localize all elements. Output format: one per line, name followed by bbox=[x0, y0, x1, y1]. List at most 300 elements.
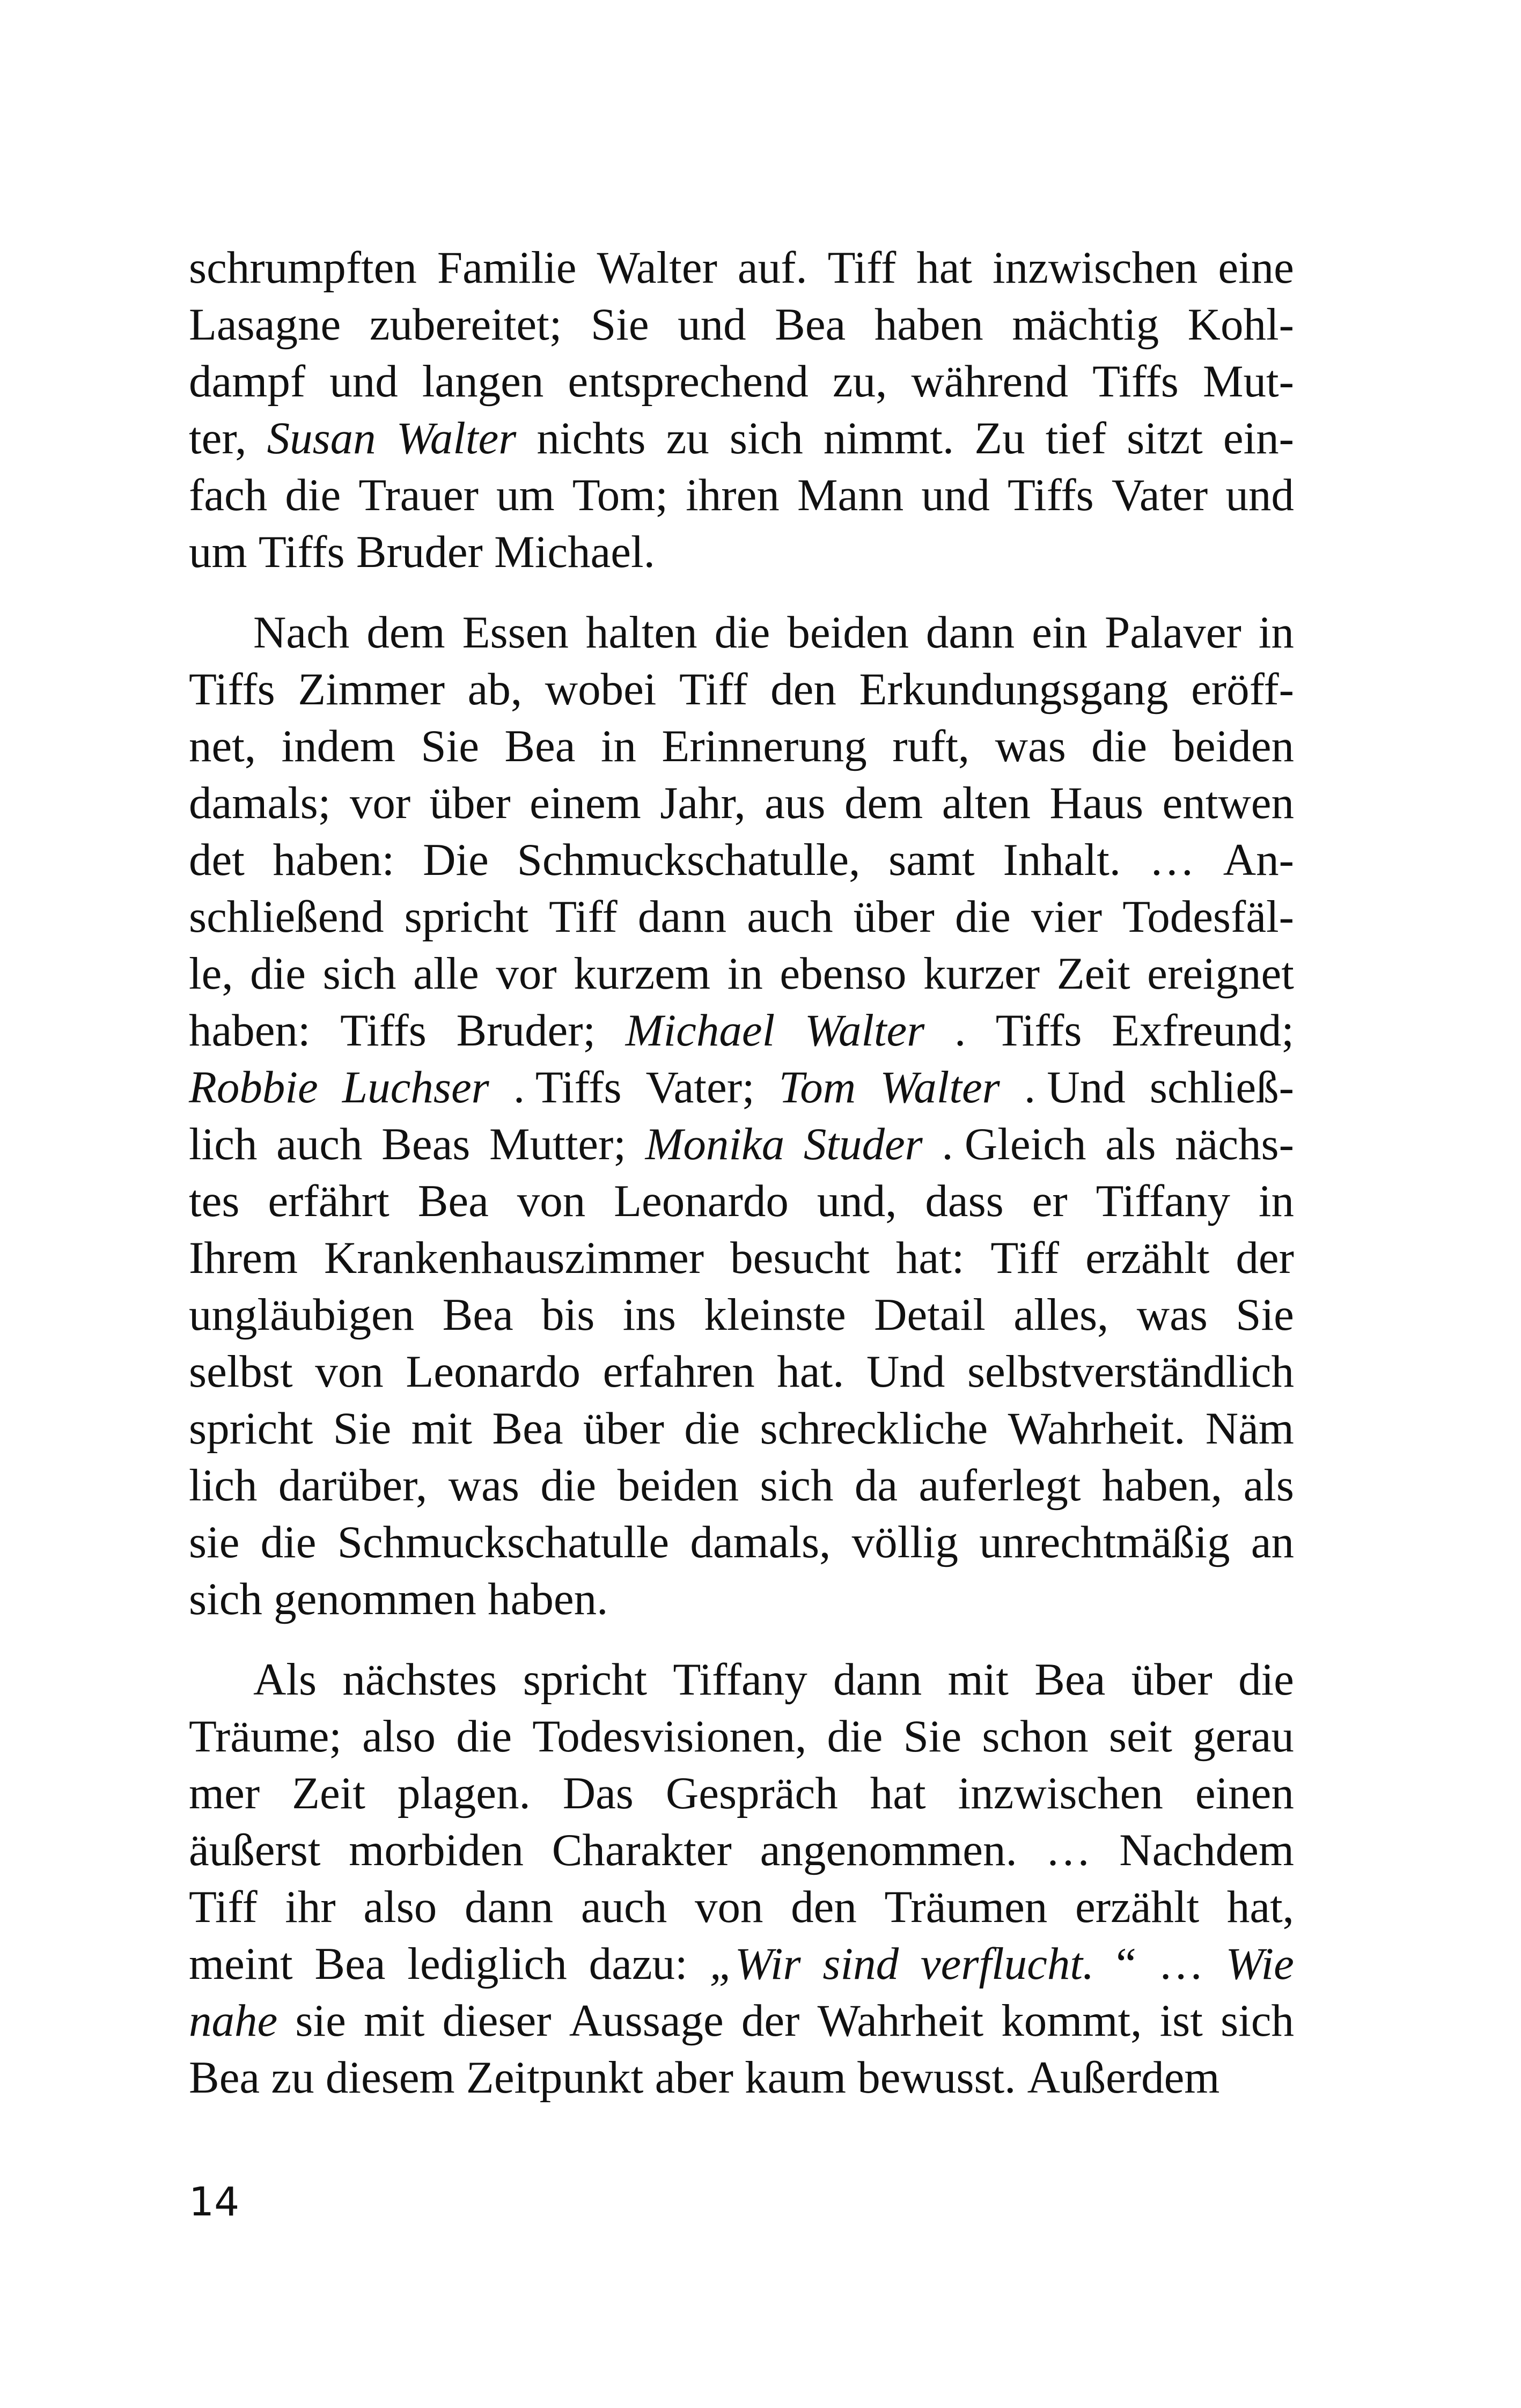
word: Als bbox=[253, 1654, 317, 1705]
word: einem bbox=[530, 778, 641, 828]
word: als bbox=[1243, 1460, 1294, 1511]
text-line bbox=[189, 1879, 1294, 1935]
word: tief bbox=[1045, 413, 1106, 463]
word: alten bbox=[942, 778, 1031, 828]
word: also bbox=[363, 1882, 437, 1932]
word: in bbox=[1258, 607, 1294, 658]
word: erzählt bbox=[1075, 1882, 1200, 1932]
word: lediglich bbox=[407, 1939, 567, 1989]
word: sie bbox=[189, 1517, 240, 1567]
word: Tiff bbox=[679, 664, 748, 715]
word: . Tiffs bbox=[513, 1062, 622, 1113]
word: Bruder bbox=[356, 527, 483, 577]
word: entwen bbox=[1162, 778, 1294, 828]
text-line bbox=[189, 1059, 1294, 1116]
word: er bbox=[1032, 1176, 1068, 1226]
paragraph bbox=[189, 604, 1294, 1628]
italic-word: Tom bbox=[778, 1062, 856, 1113]
word: sich bbox=[760, 1460, 834, 1511]
word: lich bbox=[189, 1460, 258, 1511]
text-line bbox=[189, 661, 1294, 718]
word: Tiffs bbox=[1092, 356, 1179, 407]
word: Bea bbox=[417, 1176, 489, 1226]
word: Sie bbox=[1236, 1290, 1294, 1340]
word: Mann bbox=[797, 470, 904, 520]
word: von bbox=[694, 1882, 763, 1932]
word: beiden bbox=[1172, 721, 1294, 771]
word: ereignet bbox=[1147, 948, 1294, 999]
word: angenommen. bbox=[760, 1825, 1017, 1875]
italic-word: verflucht. bbox=[920, 1939, 1094, 1989]
word: erfährt bbox=[268, 1176, 390, 1226]
word: dann bbox=[637, 892, 727, 942]
word: bewusst. bbox=[857, 2052, 1016, 2103]
word: kleinste bbox=[704, 1290, 846, 1340]
word: Tiffany bbox=[673, 1654, 807, 1705]
word: . Gleich bbox=[942, 1119, 1086, 1169]
text-line bbox=[189, 1708, 1294, 1765]
text-line bbox=[189, 1765, 1294, 1822]
word: Tiffs bbox=[1008, 470, 1094, 520]
word: Schmuckschatulle, bbox=[517, 835, 861, 885]
word: aber bbox=[655, 2052, 733, 2103]
word: Die bbox=[423, 835, 489, 885]
word: über bbox=[1131, 1654, 1213, 1705]
word: und bbox=[329, 356, 398, 407]
text-line bbox=[189, 604, 1294, 661]
word: Vater bbox=[1111, 470, 1208, 520]
italic-word: nahe bbox=[189, 1995, 278, 2046]
word: seit bbox=[1108, 1711, 1172, 1762]
word: alles, bbox=[1013, 1290, 1109, 1340]
italic-word: Walter bbox=[804, 1005, 925, 1056]
word: selbstverständlich bbox=[967, 1346, 1294, 1397]
word: der bbox=[1236, 1233, 1294, 1283]
word: mit bbox=[411, 1403, 473, 1454]
text-line bbox=[189, 775, 1294, 831]
word: beiden bbox=[617, 1460, 739, 1511]
text-line bbox=[189, 353, 1294, 410]
word: haben, bbox=[1101, 1460, 1223, 1511]
text-line bbox=[189, 410, 1294, 467]
word: Sie bbox=[421, 721, 479, 771]
word: Ihrem bbox=[189, 1233, 298, 1283]
word: über bbox=[583, 1403, 664, 1454]
word: hat bbox=[870, 1768, 926, 1818]
text-line bbox=[189, 524, 1294, 580]
word: ins bbox=[622, 1290, 676, 1340]
word: Bea bbox=[504, 721, 576, 771]
word: damals; bbox=[189, 778, 331, 828]
text-line bbox=[189, 1400, 1294, 1457]
word: … bbox=[1045, 1825, 1091, 1875]
italic-word: Susan bbox=[267, 413, 376, 463]
text-line bbox=[189, 945, 1294, 1002]
word: Bea bbox=[189, 2052, 260, 2103]
word: besucht bbox=[730, 1233, 870, 1283]
text-line bbox=[189, 1822, 1294, 1879]
body-text bbox=[189, 239, 1294, 2106]
word: die bbox=[456, 1711, 512, 1762]
italic-word: „Wir bbox=[709, 1939, 801, 1989]
word: zu, bbox=[832, 356, 887, 407]
word: sich bbox=[729, 413, 803, 463]
word: Wahrheit bbox=[817, 1995, 984, 2046]
word: in bbox=[1258, 1176, 1294, 1226]
word: ruft, bbox=[892, 721, 970, 771]
word: Tiff bbox=[990, 1233, 1060, 1283]
word: Tiffs bbox=[258, 527, 345, 577]
word: dampf bbox=[189, 356, 306, 407]
word: Todesvisionen, bbox=[532, 1711, 807, 1762]
word: die bbox=[285, 470, 341, 520]
word: Erkundungsgang bbox=[859, 664, 1169, 715]
word: Exfreund; bbox=[1112, 1005, 1294, 1056]
word: fach bbox=[189, 470, 268, 520]
word: darüber, bbox=[278, 1460, 428, 1511]
word: Bea bbox=[775, 299, 846, 350]
word: Schmuckschatulle bbox=[337, 1517, 670, 1567]
word: eröff- bbox=[1191, 664, 1294, 715]
word: Wahrheit. bbox=[1008, 1403, 1186, 1454]
word: vor bbox=[496, 948, 557, 999]
word: kurzem bbox=[574, 948, 711, 999]
word: Tiff bbox=[189, 1882, 258, 1932]
word: diesem bbox=[325, 2052, 455, 2103]
word: dem bbox=[366, 607, 445, 658]
text-line bbox=[189, 831, 1294, 888]
word: Essen bbox=[462, 607, 569, 658]
text-line bbox=[189, 888, 1294, 945]
word: dazu: bbox=[589, 1939, 688, 1989]
word: dieser bbox=[442, 1995, 552, 2046]
word: Zimmer bbox=[298, 664, 445, 715]
word: vier bbox=[1031, 892, 1103, 942]
word: ab, bbox=[467, 664, 523, 715]
word: Bea bbox=[1034, 1654, 1106, 1705]
word: also bbox=[362, 1711, 436, 1762]
word: kurzer bbox=[923, 948, 1040, 999]
word: mer bbox=[189, 1768, 260, 1818]
text-line bbox=[189, 1229, 1294, 1286]
word: Mutter; bbox=[489, 1119, 626, 1169]
word: auferlegt bbox=[919, 1460, 1081, 1511]
word: Gespräch bbox=[665, 1768, 838, 1818]
word: Aussage bbox=[569, 1995, 724, 2046]
word: Sie bbox=[590, 299, 649, 350]
word: aus bbox=[765, 778, 826, 828]
text-line bbox=[189, 2049, 1294, 2106]
word: . bbox=[954, 1005, 966, 1056]
word: als bbox=[1105, 1119, 1156, 1169]
word: die bbox=[684, 1403, 740, 1454]
word: sitzt bbox=[1127, 413, 1203, 463]
word: Nachdem bbox=[1119, 1825, 1294, 1875]
word: selbst bbox=[189, 1346, 293, 1397]
word: Trauer bbox=[358, 470, 479, 520]
word: auch bbox=[747, 892, 833, 942]
word: erfahren bbox=[602, 1346, 755, 1397]
word: nimmt. bbox=[823, 413, 954, 463]
word: und bbox=[921, 470, 990, 520]
word: eine bbox=[1218, 242, 1294, 293]
word: gerau bbox=[1193, 1711, 1294, 1762]
word: alle bbox=[413, 948, 479, 999]
word: genommen bbox=[274, 1574, 476, 1624]
word: … bbox=[1149, 835, 1195, 885]
word: die bbox=[250, 948, 306, 999]
word: det bbox=[189, 835, 245, 885]
word: An- bbox=[1223, 835, 1294, 885]
word: … bbox=[1158, 1939, 1204, 1989]
word: dann bbox=[464, 1882, 554, 1932]
word: dem bbox=[844, 778, 923, 828]
word: der bbox=[741, 1995, 800, 2046]
word: Inhalt. bbox=[1003, 835, 1121, 885]
paragraph bbox=[189, 239, 1294, 580]
word: die bbox=[827, 1711, 883, 1762]
word: die bbox=[1091, 721, 1148, 771]
word: Mut- bbox=[1202, 356, 1294, 407]
text-line bbox=[189, 1457, 1294, 1514]
word: lich bbox=[189, 1119, 258, 1169]
word: mit bbox=[947, 1654, 1009, 1705]
word: in bbox=[727, 948, 763, 999]
word: haben. bbox=[488, 1574, 608, 1624]
text-line bbox=[189, 1935, 1294, 1992]
italic-word: Luchser bbox=[342, 1062, 489, 1113]
word: Erinnerung bbox=[662, 721, 867, 771]
word: damals, bbox=[690, 1517, 831, 1567]
word: Palaver bbox=[1104, 607, 1241, 658]
word: kaum bbox=[745, 2052, 847, 2103]
word: Zeit bbox=[1056, 948, 1130, 999]
word: von bbox=[315, 1346, 384, 1397]
word: und bbox=[1225, 470, 1294, 520]
word: auf. bbox=[737, 242, 807, 293]
word: um bbox=[496, 470, 555, 520]
word: Außerdem bbox=[1027, 2052, 1220, 2103]
word: ein- bbox=[1223, 413, 1294, 463]
word: schrumpften bbox=[189, 242, 417, 293]
italic-word: Robbie bbox=[189, 1062, 318, 1113]
word: ter, bbox=[189, 413, 247, 463]
word: in bbox=[600, 721, 637, 771]
word: Und bbox=[866, 1346, 945, 1397]
word: haben: bbox=[189, 1005, 311, 1056]
word: Haus bbox=[1049, 778, 1144, 828]
word: Jahr, bbox=[660, 778, 746, 828]
word: die bbox=[1238, 1654, 1294, 1705]
word: Bea bbox=[314, 1939, 386, 1989]
word: Leonardo bbox=[406, 1346, 581, 1397]
word: ebenso bbox=[780, 948, 907, 999]
word: sie bbox=[295, 1995, 346, 2046]
word: Sie bbox=[903, 1711, 962, 1762]
word: ist bbox=[1159, 1995, 1203, 2046]
word: sich bbox=[189, 1574, 262, 1624]
word: Walter bbox=[597, 242, 717, 293]
word: Sie bbox=[333, 1403, 392, 1454]
text-line bbox=[189, 1571, 1294, 1628]
word: ein bbox=[1032, 607, 1088, 658]
word: indem bbox=[281, 721, 395, 771]
italic-word: Wie bbox=[1225, 1939, 1294, 1989]
word: spricht bbox=[404, 892, 528, 942]
word: haben: bbox=[273, 835, 395, 885]
word: le, bbox=[189, 948, 233, 999]
text-line bbox=[189, 1514, 1294, 1571]
text-line bbox=[189, 1343, 1294, 1400]
word: Tiffs bbox=[189, 664, 275, 715]
word: Träume; bbox=[189, 1711, 342, 1762]
word: morbiden bbox=[349, 1825, 524, 1875]
word: Detail bbox=[874, 1290, 986, 1340]
word: tes bbox=[189, 1176, 240, 1226]
word: an bbox=[1251, 1517, 1294, 1567]
text-line bbox=[189, 1286, 1294, 1343]
word: Tiffany bbox=[1096, 1176, 1230, 1226]
word: Bruder; bbox=[456, 1005, 596, 1056]
word: beiden bbox=[787, 607, 909, 658]
text-line bbox=[189, 239, 1294, 296]
word: unrechtmäßig bbox=[979, 1517, 1230, 1567]
text-line bbox=[189, 296, 1294, 353]
word: Krankenhauszimmer bbox=[324, 1233, 704, 1283]
word: mit bbox=[364, 1995, 425, 2046]
word: äußerst bbox=[189, 1825, 321, 1875]
word: langen bbox=[422, 356, 544, 407]
word: Todesfäl- bbox=[1122, 892, 1294, 942]
text-line bbox=[189, 718, 1294, 775]
word: net, bbox=[189, 721, 256, 771]
italic-word: Walter bbox=[396, 413, 517, 463]
text-line bbox=[189, 467, 1294, 524]
word: meint bbox=[189, 1939, 293, 1989]
word: zubereitet; bbox=[369, 299, 562, 350]
word: erzählt bbox=[1085, 1233, 1210, 1283]
word: Michael. bbox=[494, 527, 655, 577]
word: dann bbox=[925, 607, 1015, 658]
text-line bbox=[189, 1173, 1294, 1229]
word: “ bbox=[1116, 1939, 1136, 1989]
italic-word: sind bbox=[822, 1939, 899, 1989]
word: halten bbox=[585, 607, 697, 658]
word: Beas bbox=[381, 1119, 471, 1169]
word: hat, bbox=[1226, 1882, 1294, 1932]
word: Zeitpunkt bbox=[466, 2052, 644, 2103]
word: Bea bbox=[442, 1290, 513, 1340]
word: schließ- bbox=[1149, 1062, 1294, 1113]
word: hat. bbox=[777, 1346, 844, 1397]
word: mächtig bbox=[1012, 299, 1159, 350]
word: Bea bbox=[492, 1403, 563, 1454]
word: Zu bbox=[974, 413, 1025, 463]
word: ungläubigen bbox=[189, 1290, 415, 1340]
word: hat bbox=[916, 242, 973, 293]
word: und bbox=[678, 299, 746, 350]
word: ihr bbox=[285, 1882, 336, 1932]
word: kommt, bbox=[1001, 1995, 1142, 2046]
word: schließend bbox=[189, 892, 384, 942]
word: die bbox=[260, 1517, 317, 1567]
word: Näm bbox=[1205, 1403, 1294, 1454]
word: zu bbox=[271, 2052, 314, 2103]
word: über bbox=[429, 778, 511, 828]
word: vor bbox=[349, 778, 411, 828]
word: und, bbox=[817, 1176, 897, 1226]
word: auch bbox=[581, 1882, 667, 1932]
word: Das bbox=[562, 1768, 634, 1818]
word: was bbox=[1136, 1290, 1208, 1340]
word: inzwischen bbox=[993, 242, 1198, 293]
word: einen bbox=[1195, 1768, 1294, 1818]
word: sich bbox=[322, 948, 396, 999]
word: während bbox=[911, 356, 1069, 407]
text-line bbox=[189, 1992, 1294, 2049]
word: den bbox=[791, 1882, 857, 1932]
word: auch bbox=[276, 1119, 363, 1169]
word: schon bbox=[982, 1711, 1089, 1762]
word: die bbox=[954, 892, 1011, 942]
word: hat: bbox=[895, 1233, 965, 1283]
italic-word: Michael bbox=[625, 1005, 775, 1056]
word: . Und bbox=[1024, 1062, 1126, 1113]
word: dass bbox=[925, 1176, 1004, 1226]
word: spricht bbox=[523, 1654, 648, 1705]
word: völlig bbox=[851, 1517, 958, 1567]
italic-word: Monika bbox=[645, 1119, 785, 1169]
word: Kohl- bbox=[1187, 299, 1294, 350]
italic-word: Walter bbox=[880, 1062, 1000, 1113]
word: nichts bbox=[537, 413, 646, 463]
word: bis bbox=[541, 1290, 595, 1340]
word: Tiff bbox=[827, 242, 897, 293]
word: Lasagne bbox=[189, 299, 341, 350]
word: samt bbox=[888, 835, 975, 885]
paragraph bbox=[189, 1651, 1294, 2106]
word: sich bbox=[1221, 1995, 1294, 2046]
word: Vater; bbox=[645, 1062, 755, 1113]
word: um bbox=[189, 527, 247, 577]
word: Tiffs bbox=[995, 1005, 1082, 1056]
word: plagen. bbox=[397, 1768, 531, 1818]
word: Zeit bbox=[292, 1768, 365, 1818]
page-number: 14 bbox=[189, 2179, 240, 2225]
word: von bbox=[517, 1176, 586, 1226]
word: Nach bbox=[253, 607, 350, 658]
word: Träumen bbox=[884, 1882, 1048, 1932]
word: die bbox=[540, 1460, 597, 1511]
word: den bbox=[770, 664, 836, 715]
word: schreckliche bbox=[760, 1403, 988, 1454]
word: die bbox=[714, 607, 770, 658]
word: ihren bbox=[686, 470, 780, 520]
word: spricht bbox=[189, 1403, 313, 1454]
word: dann bbox=[833, 1654, 922, 1705]
word: Tiffs bbox=[340, 1005, 427, 1056]
word: wobei bbox=[545, 664, 657, 715]
word: Familie bbox=[437, 242, 577, 293]
word: Charakter bbox=[552, 1825, 732, 1875]
word: entsprechend bbox=[568, 356, 809, 407]
text-line bbox=[189, 1116, 1294, 1173]
word: haben bbox=[874, 299, 983, 350]
word: über bbox=[853, 892, 935, 942]
word: da bbox=[854, 1460, 898, 1511]
word: was bbox=[995, 721, 1066, 771]
word: nächstes bbox=[342, 1654, 497, 1705]
